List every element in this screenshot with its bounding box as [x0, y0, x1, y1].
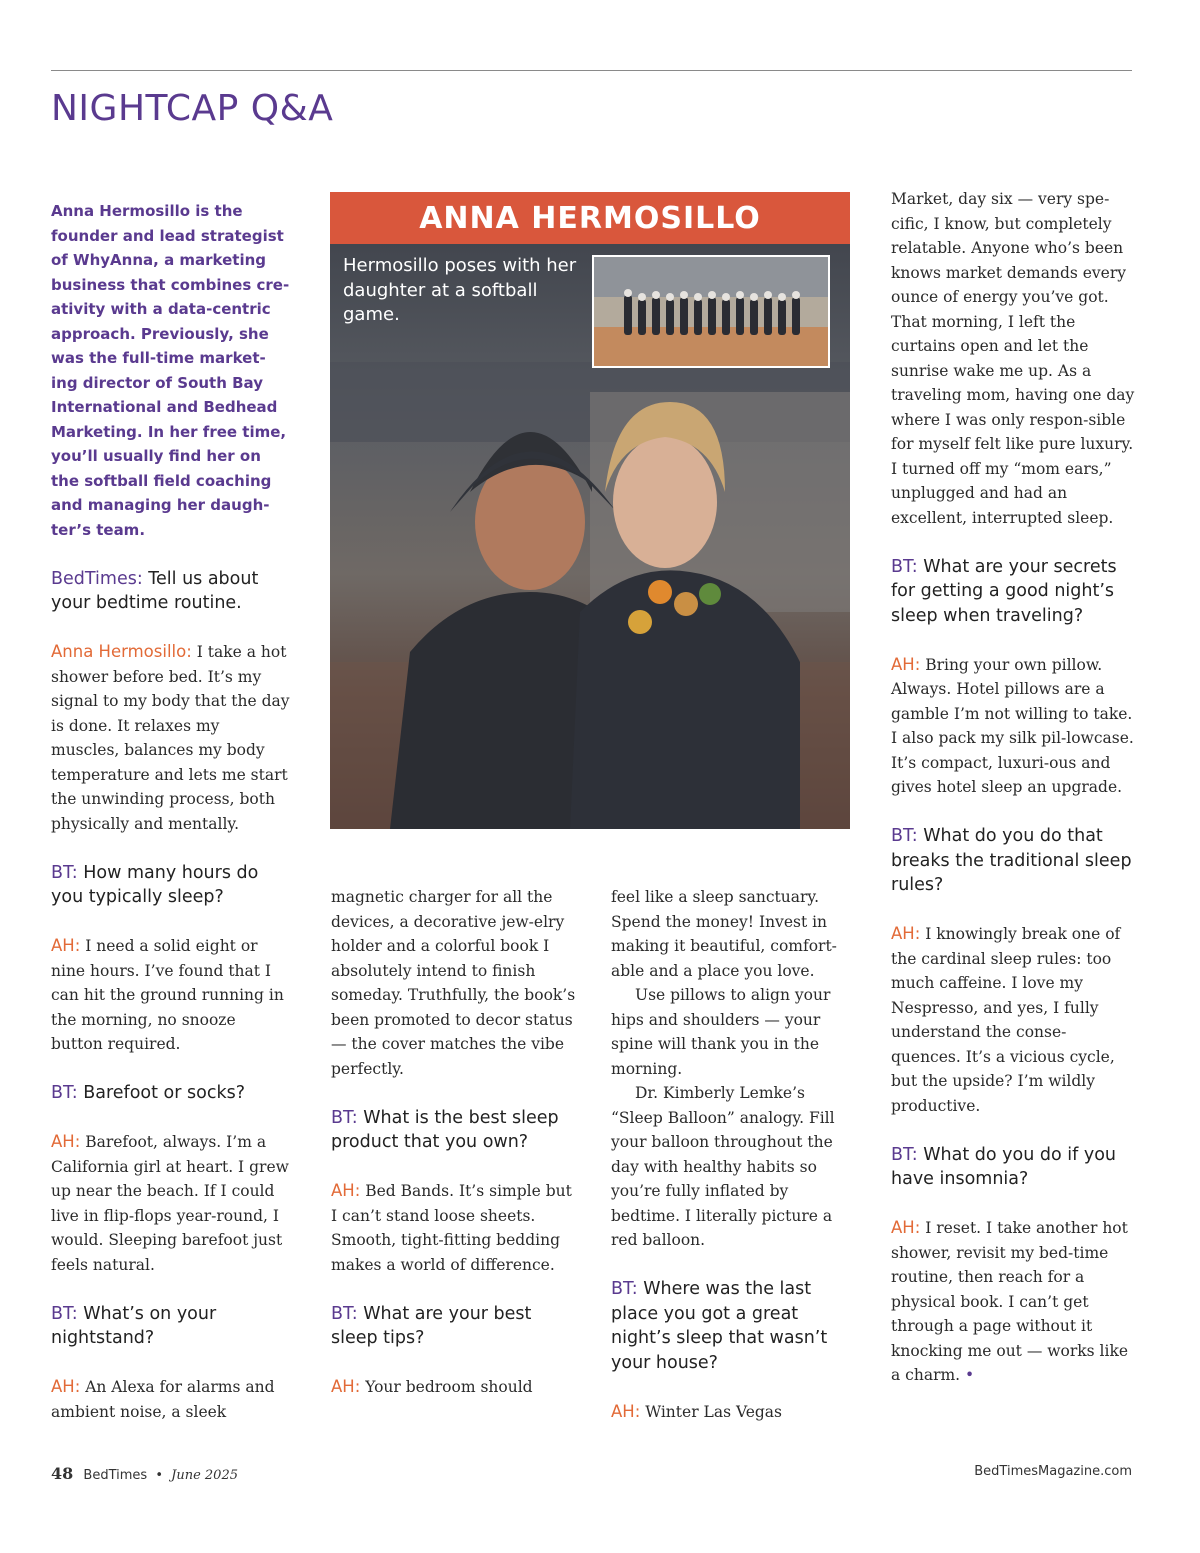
answer-lead: AH:	[891, 924, 921, 943]
intro-paragraph: Anna Hermosillo is the founder and lead strategist of WhyAnna, a marketing business that combines cre-ativity with a data-centric approach. Previously, she was the full-time market-ing director of South Bay International and Bedhead Marketing. In her free time, you’ll usually find her on the softball field coaching and managing her daugh-ter’s team.	[51, 202, 290, 539]
answer-text: I need a solid eight or nine hours. I’ve found that I can hit the ground running in the morning, no snooze button required.	[51, 937, 284, 1053]
continued-answer-text: feel like a sleep sanctuary. Spend the money! Invest in making it beautiful, comfort-able and a place you love.	[611, 888, 837, 980]
answer	[611, 1400, 856, 1425]
answer-lead: AH:	[51, 1377, 81, 1396]
answer-lead: AH:	[891, 654, 921, 674]
question-lead: BedTimes:	[51, 568, 143, 589]
answer-text: An Alexa for alarms and ambient noise, a sleek	[51, 1378, 275, 1421]
answer	[891, 653, 1136, 800]
question-text: What do you do that breaks the traditional sleep rules?	[891, 826, 1132, 895]
column-1	[51, 199, 291, 1424]
answer-text: Barefoot, always. I’m a California girl at heart. I grew up near the beach. If I could live in flip-flops year-round, I would. Sleeping barefoot just feels natural.	[51, 1133, 289, 1274]
answer	[51, 1130, 291, 1277]
answer-lead: AH:	[891, 1218, 921, 1237]
question-lead: BT:	[891, 1144, 918, 1165]
answer-lead: AH:	[51, 936, 81, 955]
question-text: What are your secrets for getting a good night’s sleep when traveling?	[891, 556, 1117, 626]
question-text: What’s on your nightstand?	[51, 1303, 217, 1348]
question-lead: BT:	[51, 1303, 78, 1324]
answer-text: I reset. I take another hot shower, revisit my bed-time routine, then reach for a physical book. I can’t get through a page without it knocking me out — works like a charm.	[891, 1219, 1129, 1384]
answer	[331, 1375, 576, 1400]
end-mark: •	[960, 1366, 975, 1384]
question	[51, 567, 291, 616]
question-text: Where was the last place you got a great night’s sleep that wasn’t your house?	[611, 1279, 828, 1373]
answer-text: Winter Las Vegas	[640, 1402, 783, 1421]
footer-magazine: BedTimes	[83, 1468, 148, 1483]
continued-answer-text: Market, day six — very spe-cific, I know, but completely relatable. Anyone who’s been knows market demands every ounce of energy you’ve got. That morning, I left the curtains open and let the sunrise wake me up. As a traveling mom, having one day where I was only respon-sible for myself felt like pure luxury. I turned off my “mom ears,” unplugged and had an excellent, interrupted sleep.	[891, 190, 1135, 527]
question	[891, 555, 1136, 629]
answer	[891, 922, 1136, 1118]
question-text: What is the best sleep product that you own?	[331, 1107, 559, 1152]
feature-photo	[330, 192, 850, 829]
question-lead: BT:	[891, 826, 918, 846]
column-4	[891, 187, 1136, 1388]
question-text: Barefoot or socks?	[77, 1083, 245, 1103]
question	[891, 1143, 1136, 1192]
question-text: What do you do if you have insomnia?	[891, 1144, 1116, 1189]
question-lead: BT:	[331, 1303, 358, 1324]
name-banner-text: ANNA HERMOSILLO	[419, 200, 761, 236]
continued-answer-text: Dr. Kimberly Lemke’s “Sleep Balloon” analogy. Fill your balloon throughout the day with healthy habits so you’re fully inflated by bedtime. I literally picture a red balloon.	[611, 1084, 835, 1249]
question	[611, 1277, 856, 1375]
column-3	[611, 885, 856, 1424]
question	[331, 1106, 576, 1155]
question-lead: BT:	[331, 1107, 358, 1128]
answer-text: Your bedroom should	[360, 1378, 533, 1396]
answer	[891, 1216, 1136, 1388]
answer-text: Bring your own pillow. Always. Hotel pillows are a gamble I’m not willing to take. I also pack my silk pil-lowcase. It’s compact, luxuri-ous and gives hotel sleep an upgrade.	[891, 655, 1134, 796]
answer	[51, 1375, 291, 1424]
question	[331, 1302, 576, 1351]
footer-separator: •	[155, 1468, 163, 1483]
answer-lead: AH:	[331, 1181, 361, 1200]
answer-text: I knowingly break one of the cardinal sleep rules: too much caffeine. I love my Nespresso, and yes, I fully understand the conse-quences. It’s a vicious cycle, but the upside? I’m wildly productive.	[891, 925, 1121, 1115]
footer-date: June 2025	[171, 1468, 238, 1483]
question-text: What are your best sleep tips?	[331, 1303, 532, 1348]
name-banner	[330, 192, 850, 244]
question-lead: BT:	[51, 862, 78, 883]
top-rule	[51, 70, 1132, 71]
question-lead: BT:	[891, 556, 918, 577]
team-photo-illustration	[594, 257, 828, 366]
answer-text: I take a hot shower before bed. It’s my signal to my body that the day is done. It relaxes my muscles, balances my body temperature and lets me start the unwinding process, both physically and mentally.	[51, 643, 290, 833]
answer-lead: AH:	[331, 1377, 361, 1396]
photo-caption: Hermosillo poses with her daughter at a softball game.	[343, 255, 577, 325]
question	[51, 861, 291, 910]
column-2	[331, 885, 576, 1400]
footer-left	[51, 1464, 238, 1483]
answer-lead: AH:	[611, 1401, 641, 1421]
question-lead: BT:	[611, 1279, 638, 1299]
continued-answer-text: Use pillows to align your hips and shoulders — your spine will thank you in the morning.	[611, 986, 831, 1078]
question-text: How many hours do you typically sleep?	[51, 862, 259, 907]
inset-team-photo	[592, 255, 830, 368]
answer-lead: Anna Hermosillo:	[51, 642, 192, 661]
answer-text: Bed Bands. It’s simple but I can’t stand loose sheets. Smooth, tight-fitting bedding makes a world of difference.	[331, 1182, 572, 1274]
page-number: 48	[51, 1464, 74, 1483]
answer	[331, 1179, 576, 1277]
section-title: NIGHTCAP Q&A	[51, 88, 334, 129]
answer	[51, 640, 291, 836]
question-lead: BT:	[51, 1083, 78, 1103]
footer-website: BedTimesMagazine.com	[974, 1464, 1132, 1479]
question	[891, 824, 1136, 898]
question-text: Tell us about your bedtime routine.	[51, 568, 259, 613]
question	[51, 1081, 291, 1106]
continued-answer-text: magnetic charger for all the devices, a decorative jew-elry holder and a colorful book I absolutely intend to finish someday. Truthfully, the book’s been promoted to decor status — the cover matches the vibe perfectly.	[331, 888, 576, 1078]
question	[51, 1302, 291, 1351]
answer	[51, 934, 291, 1057]
answer-lead: AH:	[51, 1132, 81, 1151]
